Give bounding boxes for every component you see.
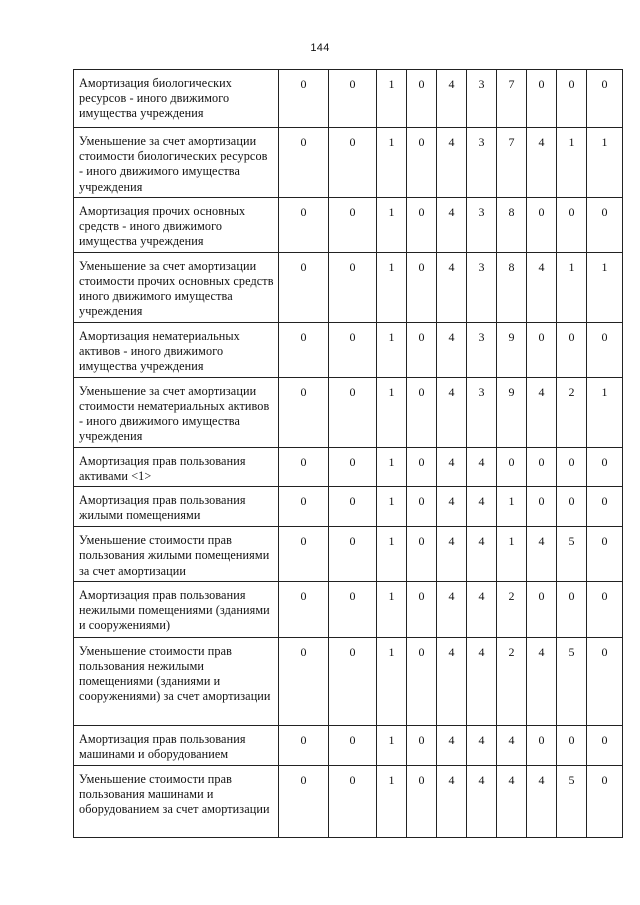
code-digit: 3	[467, 377, 497, 447]
code-digit: 1	[497, 487, 527, 527]
code-digit: 1	[377, 128, 407, 198]
code-digit: 0	[279, 197, 329, 252]
code-digit: 4	[437, 322, 467, 377]
code-digit: 0	[329, 377, 377, 447]
code-digit: 0	[407, 447, 437, 486]
code-digit: 1	[377, 725, 407, 765]
code-digit: 0	[329, 527, 377, 582]
code-digit: 0	[587, 527, 623, 582]
code-digit: 1	[377, 487, 407, 527]
code-digit: 0	[279, 322, 329, 377]
code-digit: 0	[557, 70, 587, 128]
code-digit: 3	[467, 252, 497, 322]
code-digit: 0	[497, 447, 527, 486]
code-digit: 0	[557, 322, 587, 377]
code-digit: 0	[557, 447, 587, 486]
row-label: Уменьшение за счет амортизации стоимости нематериальных активов - иного движимого имущества учреждения	[74, 377, 279, 447]
table-row	[74, 637, 623, 725]
code-digit: 0	[407, 128, 437, 198]
code-digit: 1	[587, 128, 623, 198]
code-digit: 1	[377, 252, 407, 322]
code-digit: 4	[467, 765, 497, 837]
code-digit: 4	[437, 581, 467, 637]
code-digit: 0	[407, 322, 437, 377]
code-digit: 1	[377, 447, 407, 486]
code-digit: 0	[587, 322, 623, 377]
code-digit: 4	[527, 765, 557, 837]
code-digit: 0	[407, 581, 437, 637]
code-digit: 4	[497, 725, 527, 765]
code-digit: 0	[329, 322, 377, 377]
code-digit: 0	[527, 725, 557, 765]
code-digit: 1	[497, 527, 527, 582]
code-digit: 0	[587, 765, 623, 837]
table-row	[74, 765, 623, 837]
code-digit: 0	[407, 377, 437, 447]
code-digit: 2	[557, 377, 587, 447]
code-digit: 0	[527, 322, 557, 377]
row-label: Уменьшение стоимости прав пользования нежилыми помещениями (зданиями и сооружениями) за счет амортизации	[74, 637, 279, 725]
code-digit: 0	[279, 581, 329, 637]
code-digit: 0	[527, 581, 557, 637]
code-digit: 4	[527, 527, 557, 582]
page-number: 144	[310, 42, 330, 54]
code-digit: 1	[377, 322, 407, 377]
code-digit: 3	[467, 197, 497, 252]
code-digit: 0	[329, 128, 377, 198]
code-digit: 4	[437, 70, 467, 128]
code-digit: 0	[527, 70, 557, 128]
code-digit: 8	[497, 197, 527, 252]
code-digit: 4	[437, 447, 467, 486]
code-digit: 4	[467, 447, 497, 486]
code-digit: 1	[557, 252, 587, 322]
code-digit: 0	[279, 725, 329, 765]
code-digit: 0	[407, 527, 437, 582]
table-row	[74, 322, 623, 377]
code-digit: 4	[437, 197, 467, 252]
code-digit: 0	[407, 637, 437, 725]
table-row	[74, 197, 623, 252]
code-digit: 0	[329, 765, 377, 837]
code-digit: 0	[329, 252, 377, 322]
code-digit: 8	[497, 252, 527, 322]
code-digit: 0	[527, 487, 557, 527]
row-label: Уменьшение за счет амортизации стоимости прочих основных средств иного движимого имущества учреждения	[74, 252, 279, 322]
code-digit: 0	[279, 765, 329, 837]
code-digit: 0	[407, 725, 437, 765]
row-label: Амортизация прочих основных средств - иного движимого имущества учреждения	[74, 197, 279, 252]
code-digit: 0	[557, 487, 587, 527]
code-digit: 0	[557, 581, 587, 637]
code-digit: 7	[497, 128, 527, 198]
code-digit: 5	[557, 765, 587, 837]
code-digit: 5	[557, 637, 587, 725]
code-digit: 0	[329, 637, 377, 725]
code-digit: 0	[329, 725, 377, 765]
code-digit: 0	[329, 197, 377, 252]
code-digit: 5	[557, 527, 587, 582]
table-row	[74, 725, 623, 765]
code-digit: 1	[377, 197, 407, 252]
code-digit: 4	[437, 725, 467, 765]
code-digit: 4	[437, 252, 467, 322]
table-row	[74, 447, 623, 486]
code-digit: 4	[527, 637, 557, 725]
code-digit: 0	[279, 447, 329, 486]
code-digit: 4	[467, 581, 497, 637]
code-digit: 3	[467, 128, 497, 198]
code-digit: 4	[467, 637, 497, 725]
account-codes-table	[73, 69, 623, 838]
code-digit: 4	[437, 765, 467, 837]
code-digit: 1	[377, 765, 407, 837]
code-digit: 0	[279, 252, 329, 322]
code-digit: 0	[329, 581, 377, 637]
table-row	[74, 252, 623, 322]
code-digit: 0	[329, 70, 377, 128]
code-digit: 4	[467, 527, 497, 582]
table-row	[74, 487, 623, 527]
row-label: Амортизация биологических ресурсов - иного движимого имущества учреждения	[74, 70, 279, 128]
code-digit: 4	[527, 377, 557, 447]
table-row	[74, 527, 623, 582]
code-digit: 1	[587, 252, 623, 322]
code-digit: 0	[557, 197, 587, 252]
code-digit: 0	[587, 637, 623, 725]
code-digit: 4	[527, 128, 557, 198]
table-row	[74, 128, 623, 198]
code-digit: 0	[329, 447, 377, 486]
code-digit: 0	[527, 197, 557, 252]
code-digit: 4	[437, 487, 467, 527]
code-digit: 4	[497, 765, 527, 837]
code-digit: 0	[407, 252, 437, 322]
code-digit: 0	[279, 70, 329, 128]
code-digit: 0	[279, 377, 329, 447]
code-digit: 0	[587, 581, 623, 637]
code-digit: 1	[377, 70, 407, 128]
code-digit: 0	[279, 527, 329, 582]
code-digit: 0	[279, 487, 329, 527]
row-label: Уменьшение стоимости прав пользования жилыми помещениями за счет амортизации	[74, 527, 279, 582]
code-digit: 1	[377, 637, 407, 725]
code-digit: 3	[467, 70, 497, 128]
code-digit: 4	[467, 487, 497, 527]
code-digit: 2	[497, 637, 527, 725]
code-digit: 9	[497, 322, 527, 377]
code-digit: 4	[437, 128, 467, 198]
code-digit: 0	[407, 70, 437, 128]
code-digit: 1	[557, 128, 587, 198]
code-digit: 0	[587, 70, 623, 128]
code-digit: 0	[587, 487, 623, 527]
code-digit: 0	[527, 447, 557, 486]
code-digit: 0	[407, 197, 437, 252]
code-digit: 0	[407, 765, 437, 837]
code-digit: 0	[557, 725, 587, 765]
row-label: Амортизация прав пользования машинами и оборудованием	[74, 725, 279, 765]
code-digit: 9	[497, 377, 527, 447]
code-digit: 0	[407, 487, 437, 527]
row-label: Уменьшение стоимости прав пользования машинами и оборудованием за счет амортизации	[74, 765, 279, 837]
code-digit: 0	[279, 637, 329, 725]
row-label: Амортизация прав пользования нежилыми помещениями (зданиями и сооружениями)	[74, 581, 279, 637]
row-label: Амортизация прав пользования активами <1>	[74, 447, 279, 486]
code-digit: 1	[377, 377, 407, 447]
table-row	[74, 70, 623, 128]
code-digit: 4	[467, 725, 497, 765]
code-digit: 4	[437, 637, 467, 725]
code-digit: 7	[497, 70, 527, 128]
code-digit: 1	[377, 581, 407, 637]
table-row	[74, 581, 623, 637]
code-digit: 3	[467, 322, 497, 377]
code-digit: 0	[587, 725, 623, 765]
row-label: Амортизация прав пользования жилыми помещениями	[74, 487, 279, 527]
code-digit: 0	[329, 487, 377, 527]
table-row	[74, 377, 623, 447]
code-digit: 1	[587, 377, 623, 447]
code-digit: 2	[497, 581, 527, 637]
code-digit: 4	[437, 527, 467, 582]
row-label: Уменьшение за счет амортизации стоимости биологических ресурсов - иного движимого имущества учреждения	[74, 128, 279, 198]
code-digit: 0	[587, 197, 623, 252]
row-label: Амортизация нематериальных активов - иного движимого имущества учреждения	[74, 322, 279, 377]
code-digit: 0	[587, 447, 623, 486]
code-digit: 1	[377, 527, 407, 582]
code-digit: 4	[437, 377, 467, 447]
code-digit: 0	[279, 128, 329, 198]
code-digit: 4	[527, 252, 557, 322]
